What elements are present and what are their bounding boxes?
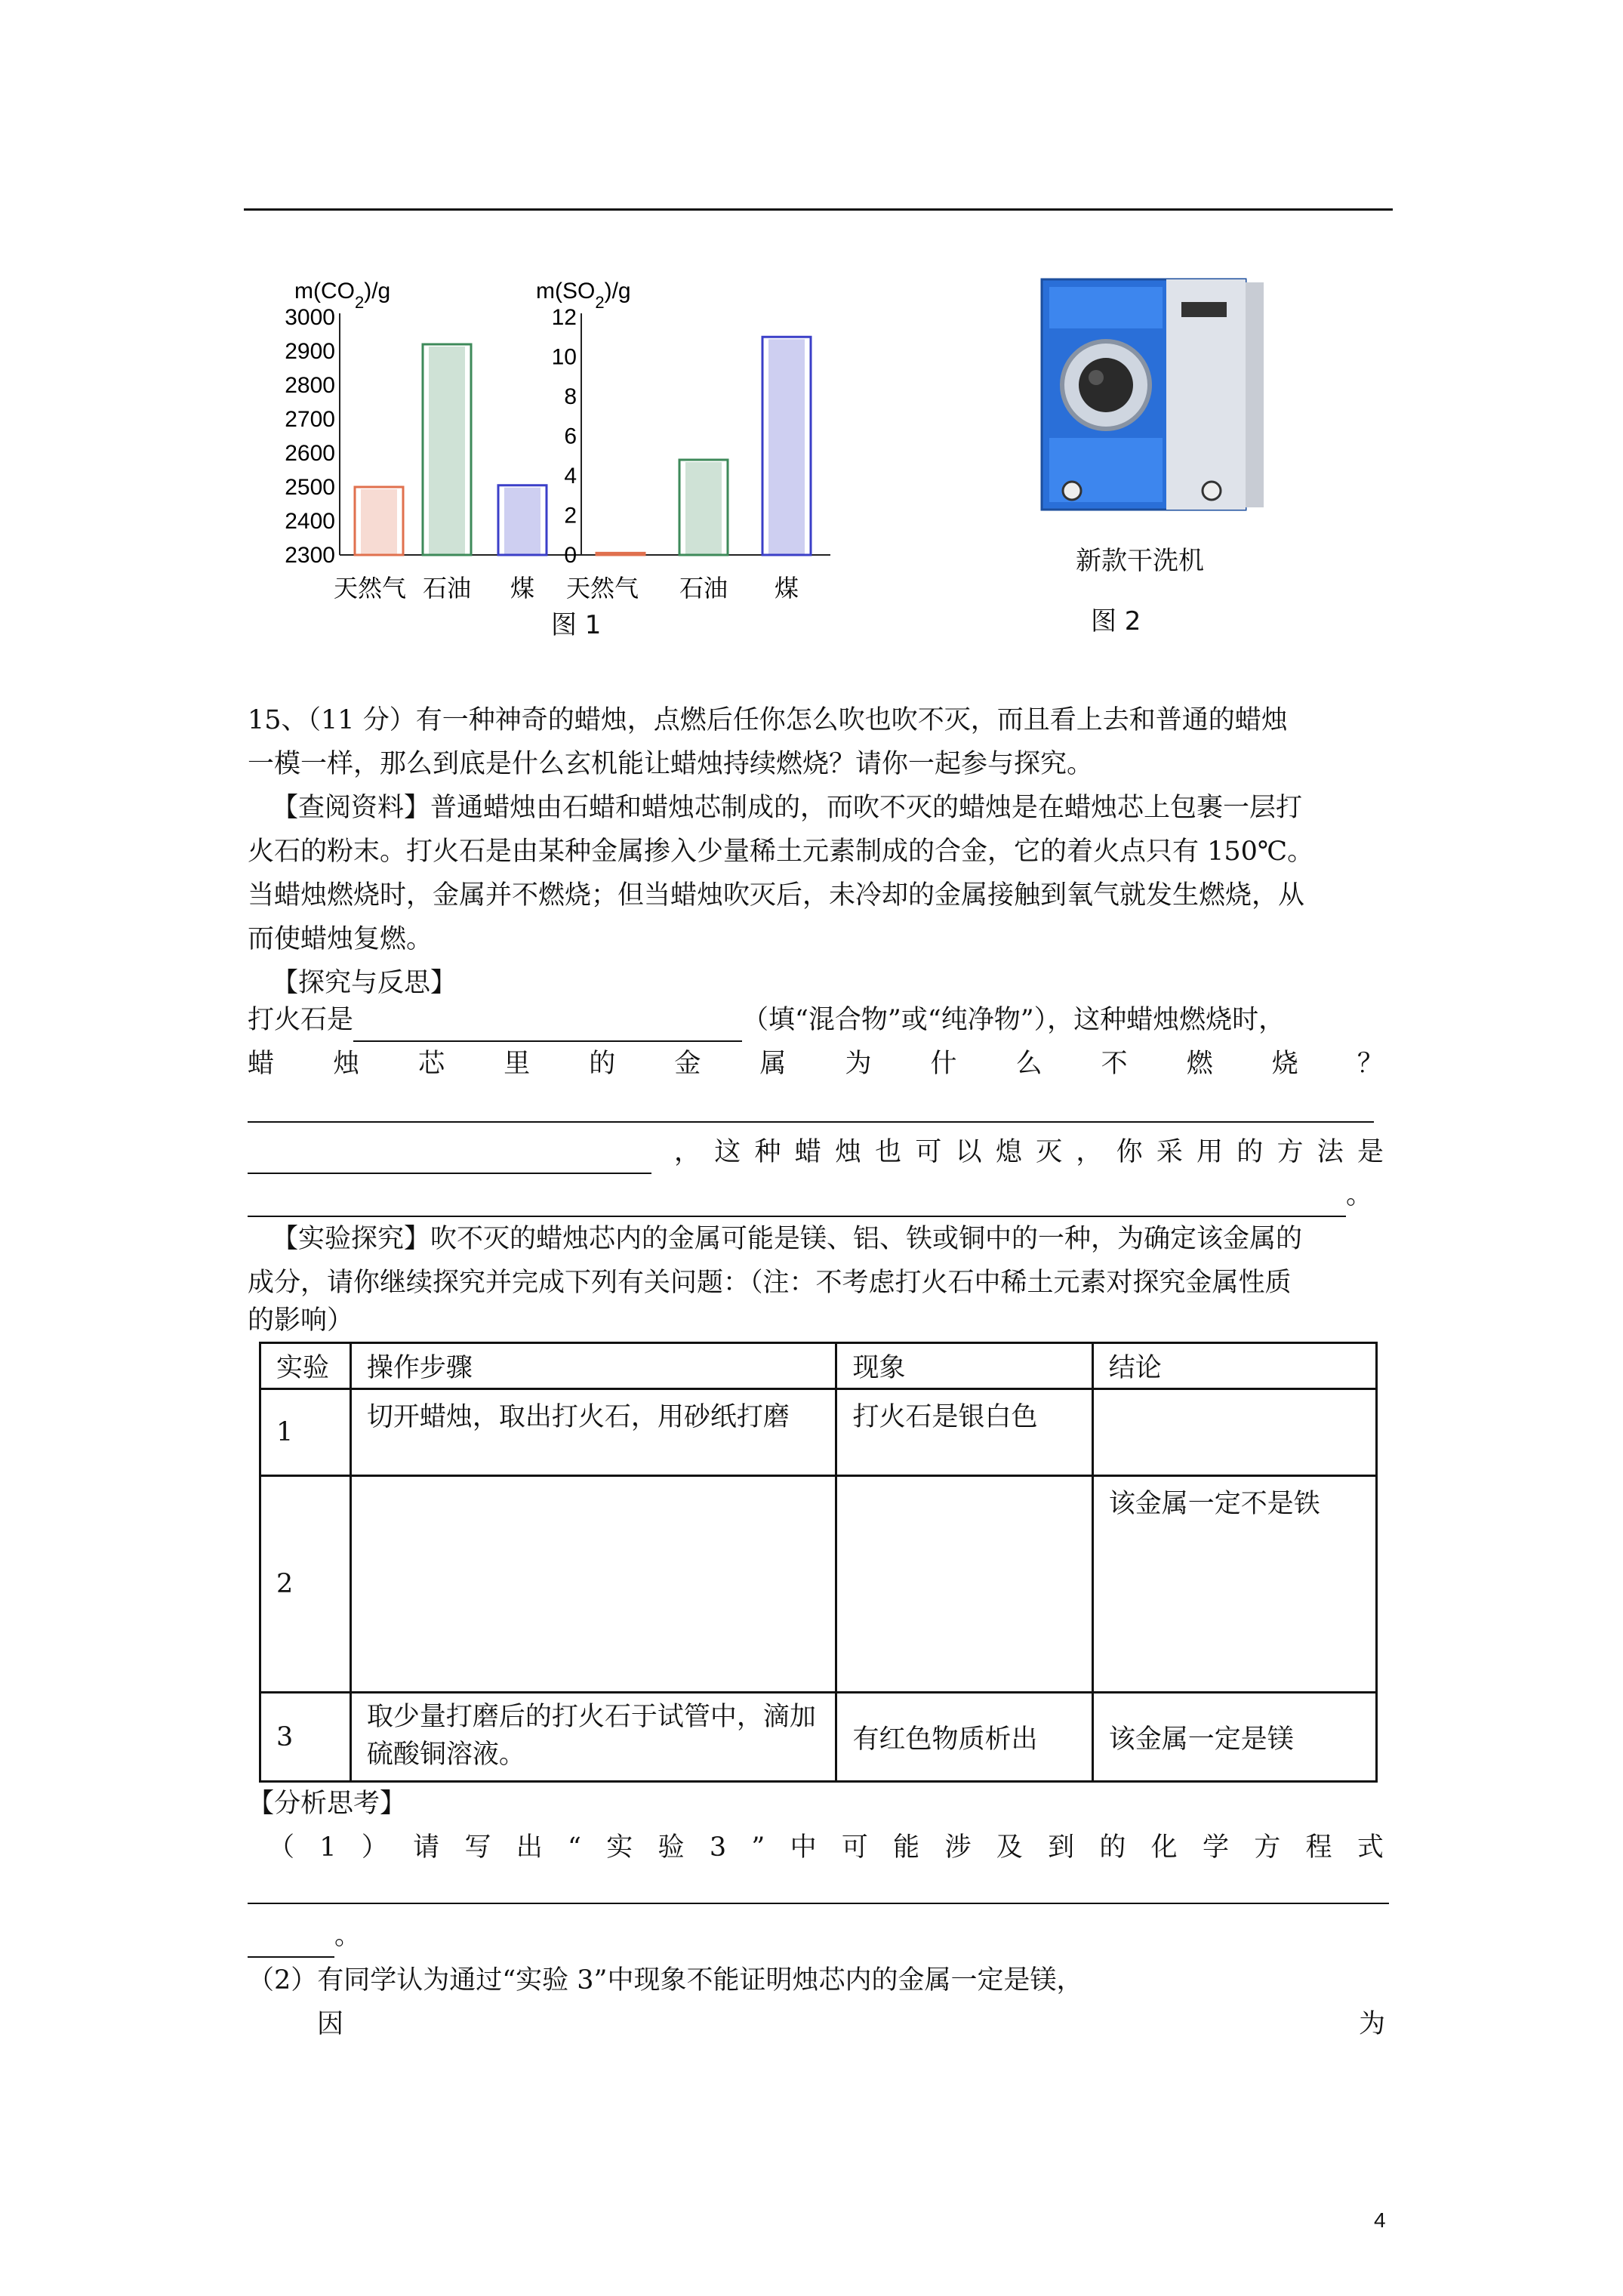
- row-1-phenomenon: 打火石是银白色: [836, 1389, 1092, 1476]
- why-char: 属: [759, 1049, 787, 1079]
- exp-heading: 【实验探究】: [272, 1224, 431, 1254]
- table-row: [260, 1476, 1377, 1693]
- row-3-num: 3: [260, 1693, 351, 1782]
- method-line: [248, 1173, 1372, 1217]
- extinguish-question: [674, 1130, 1384, 1174]
- why-char: 为: [845, 1049, 872, 1079]
- why-char: 烛: [333, 1049, 360, 1079]
- q1-char: 1: [319, 1832, 337, 1863]
- bar-fill: [768, 339, 805, 555]
- q1-char: “: [568, 1832, 581, 1863]
- figure-1: [272, 260, 876, 653]
- header-rule: [244, 208, 1393, 211]
- table-header-row: [260, 1343, 1377, 1389]
- table-row: [260, 1389, 1377, 1476]
- explore-heading: 【探究与反思】: [272, 968, 457, 998]
- extinguish-char: ，: [674, 1137, 701, 1167]
- why-char: 么: [1015, 1049, 1042, 1079]
- machine-side-stripe: [1246, 282, 1264, 507]
- q1-char: （: [268, 1832, 295, 1863]
- why-answer-blank[interactable]: [248, 1142, 651, 1174]
- row-3-step: 取少量打磨后的打火石于试管中，滴加硫酸铜溶液。: [350, 1693, 836, 1782]
- y-tick-label: 2300: [285, 543, 335, 568]
- y-tick-label: 2800: [285, 373, 335, 398]
- y-axis-label-subscript: 2: [354, 292, 365, 312]
- so2-chart: [536, 279, 830, 603]
- why-answer-line[interactable]: [248, 1121, 1374, 1123]
- q1-char: 能: [893, 1832, 920, 1863]
- category-label: 煤: [774, 574, 799, 603]
- method-period: 。: [1346, 1180, 1373, 1210]
- y-tick-label: 4: [564, 464, 577, 488]
- q15-line-1: 15、（11 分）有一种神奇的蜡烛，点燃后任你怎么吹也吹不灭，而且看上去和普通的蜡烛: [248, 705, 1288, 735]
- flint-suffix: （填“混合物”或“纯净物”），这种蜡烛燃烧时，: [742, 1005, 1286, 1035]
- q1-char: 3: [709, 1832, 727, 1863]
- q2-yin: 因: [317, 2009, 344, 2039]
- q1-char: 的: [1099, 1832, 1126, 1863]
- y-tick-label: 2500: [285, 475, 335, 500]
- why-char: 金: [674, 1049, 701, 1079]
- why-line: [248, 1042, 1384, 1086]
- y-axis-label-tail: )/g: [604, 279, 631, 304]
- q1-char: 实: [606, 1832, 633, 1863]
- q1-char: 化: [1150, 1832, 1178, 1863]
- row-1-num: 1: [260, 1389, 351, 1476]
- lookup-line-2: 火石的粉末。打火石是由某种金属掺入少量稀土元素制成的合金，它的着火点只有 150℃。: [248, 837, 1314, 867]
- machine-knob-right: [1203, 482, 1221, 500]
- q1-char: 程: [1305, 1832, 1332, 1863]
- why-char: 的: [589, 1049, 616, 1079]
- category-label: 天然气: [565, 574, 639, 603]
- exp-line-2: 成分，请你继续探究并完成下列有关问题：（注：不考虑打火石中稀土元素对探究金属性质: [248, 1268, 1292, 1298]
- extinguish-char: 以: [955, 1137, 982, 1167]
- extinguish-char: 法: [1317, 1137, 1344, 1167]
- extinguish-char: 是: [1357, 1137, 1384, 1167]
- q1-answer-blank[interactable]: [248, 1926, 334, 1958]
- q1-char: 涉: [944, 1832, 972, 1863]
- q1-char: 写: [464, 1832, 491, 1863]
- extinguish-char: 这: [714, 1137, 741, 1167]
- q2-wei: 为: [1359, 2009, 1386, 2039]
- machine-label: 新款干洗机: [1076, 546, 1204, 576]
- why-char: 芯: [418, 1049, 445, 1079]
- y-tick-label: 2700: [285, 407, 335, 432]
- header-phenomenon: 现象: [836, 1343, 1092, 1389]
- extinguish-char: 可: [915, 1137, 942, 1167]
- co2-chart: [285, 279, 589, 603]
- y-tick-label: 12: [551, 305, 577, 330]
- extinguish-char: ，: [1076, 1137, 1103, 1167]
- lookup-line-4: 而使蜡烛复燃。: [248, 924, 433, 954]
- category-label: 煤: [510, 574, 535, 603]
- header-conclusion: 结论: [1092, 1343, 1376, 1389]
- bar-fill: [504, 488, 540, 555]
- bar-fill: [361, 489, 397, 555]
- flint-prefix: 打火石是: [248, 1005, 354, 1035]
- q1-char: 出: [516, 1832, 543, 1863]
- y-tick-label: 8: [564, 384, 577, 409]
- machine-drum: [1079, 358, 1133, 412]
- category-label: 天然气: [333, 574, 407, 603]
- row-3-conclusion: 该金属一定是镁: [1092, 1693, 1376, 1782]
- extinguish-char: 种: [754, 1137, 781, 1167]
- row-2-phenomenon-cell[interactable]: [836, 1476, 1092, 1693]
- why-char: 燃: [1186, 1049, 1213, 1079]
- extinguish-char: 烛: [834, 1137, 861, 1167]
- header-experiment: 实验: [260, 1343, 351, 1389]
- q1-char: 验: [658, 1832, 685, 1863]
- page-number: 4: [1374, 2208, 1386, 2232]
- y-axis-label: $m(SO_2)/g$: [536, 279, 631, 312]
- bar-fill: [685, 462, 722, 555]
- extinguish-char: 的: [1236, 1137, 1264, 1167]
- extinguish-line: [248, 1130, 1384, 1174]
- q1-char: 请: [413, 1832, 440, 1863]
- fig2-caption: 图 2: [1091, 606, 1141, 636]
- y-axis-label: $m(CO_2)/g$: [294, 279, 391, 312]
- analysis-q1-line: [268, 1826, 1384, 1869]
- exp-line-3: 的影响）: [248, 1305, 354, 1336]
- y-tick-label: 3000: [285, 305, 335, 330]
- machine-drum-shine: [1089, 370, 1104, 385]
- q1-char: 方: [1254, 1832, 1281, 1863]
- y-tick-label: 0: [564, 543, 577, 568]
- lookup-line-1: [272, 786, 1302, 830]
- q15-line-2: 一模一样，那么到底是什么玄机能让蜡烛持续燃烧？请你一起参与探究。: [248, 749, 1094, 779]
- y-tick-label: 6: [564, 424, 577, 449]
- row-2-conclusion: 该金属一定不是铁: [1092, 1476, 1376, 1693]
- extinguish-char: 也: [875, 1137, 902, 1167]
- q1-char: 可: [841, 1832, 868, 1863]
- q1-char: 及: [996, 1832, 1023, 1863]
- lookup-heading: 【查阅资料】: [272, 793, 431, 823]
- extinguish-char: 蜡: [794, 1137, 821, 1167]
- why-char: 什: [930, 1049, 957, 1079]
- experiment-table: [259, 1342, 1378, 1783]
- bar-fill: [429, 347, 465, 555]
- extinguish-char: 方: [1277, 1137, 1304, 1167]
- q1-char: 到: [1048, 1832, 1075, 1863]
- y-tick-label: 2600: [285, 441, 335, 466]
- row-2-num: 2: [260, 1476, 351, 1693]
- y-axis-label-tail: )/g: [364, 279, 391, 304]
- extinguish-char: 你: [1116, 1137, 1143, 1167]
- extinguish-char: 用: [1196, 1137, 1224, 1167]
- y-axis-label-subscript: 2: [595, 292, 605, 312]
- flint-answer-blank[interactable]: [353, 1010, 742, 1042]
- q1-answer-line[interactable]: [248, 1903, 1389, 1904]
- y-tick-label: 2900: [285, 339, 335, 364]
- why-char: 不: [1101, 1049, 1128, 1079]
- y-tick-label: 2: [564, 503, 577, 529]
- y-tick-label: 2400: [285, 509, 335, 534]
- figure-2-machine-image: [1034, 272, 1276, 521]
- q1-char: ”: [751, 1832, 765, 1863]
- table-row: [260, 1693, 1377, 1782]
- category-label: 石油: [679, 574, 728, 603]
- exp-line-1: [272, 1217, 1302, 1261]
- extinguish-char: 熄: [995, 1137, 1022, 1167]
- q1-end-line: [248, 1914, 361, 1958]
- machine-knob-left: [1063, 482, 1081, 500]
- extinguish-char: 灭: [1036, 1137, 1063, 1167]
- flint-line: [248, 998, 1285, 1042]
- machine-top-panel: [1049, 287, 1163, 328]
- q1-char: 学: [1202, 1832, 1229, 1863]
- row-1-step: 切开蜡烛，取出打火石，用砂纸打磨: [350, 1389, 836, 1476]
- why-char: 蜡: [248, 1049, 275, 1079]
- q1-char: 中: [790, 1832, 817, 1863]
- exp-text-1: 吹不灭的蜡烛芯内的金属可能是镁、铝、铁或铜中的一种，为确定该金属的: [430, 1224, 1303, 1254]
- header-steps: 操作步骤: [350, 1343, 836, 1389]
- method-answer-blank[interactable]: [248, 1185, 1346, 1217]
- category-label: 石油: [422, 574, 472, 603]
- why-char: 烧: [1271, 1049, 1298, 1079]
- extinguish-char: 采: [1156, 1137, 1183, 1167]
- fig1-caption: 图 1: [551, 610, 602, 640]
- row-3-phenomenon: 有红色物质析出: [836, 1693, 1092, 1782]
- q1-char: 式: [1357, 1832, 1384, 1863]
- machine-display: [1181, 302, 1227, 317]
- lookup-line-3: 当蜡烛燃烧时，金属并不燃烧；但当蜡烛吹灭后，未冷却的金属接触到氧气就发生燃烧，从: [248, 880, 1305, 911]
- lookup-text-1: 普通蜡烛由石蜡和蜡烛芯制成的，而吹不灭的蜡烛是在蜡烛芯上包裹一层打: [430, 793, 1303, 823]
- analysis-heading: 【分析思考】: [248, 1789, 407, 1819]
- row-1-conclusion-cell[interactable]: [1092, 1389, 1376, 1476]
- q1-period: 。: [334, 1921, 362, 1951]
- why-char: 里: [504, 1049, 531, 1079]
- bar: [596, 553, 645, 555]
- y-tick-label: 10: [551, 344, 577, 370]
- q1-char: ）: [361, 1832, 388, 1863]
- why-char: ？: [1357, 1049, 1384, 1079]
- row-2-step-cell[interactable]: [350, 1476, 836, 1693]
- analysis-q2: （2）有同学认为通过“实验 3”中现象不能证明烛芯内的金属一定是镁，: [248, 1965, 1083, 1996]
